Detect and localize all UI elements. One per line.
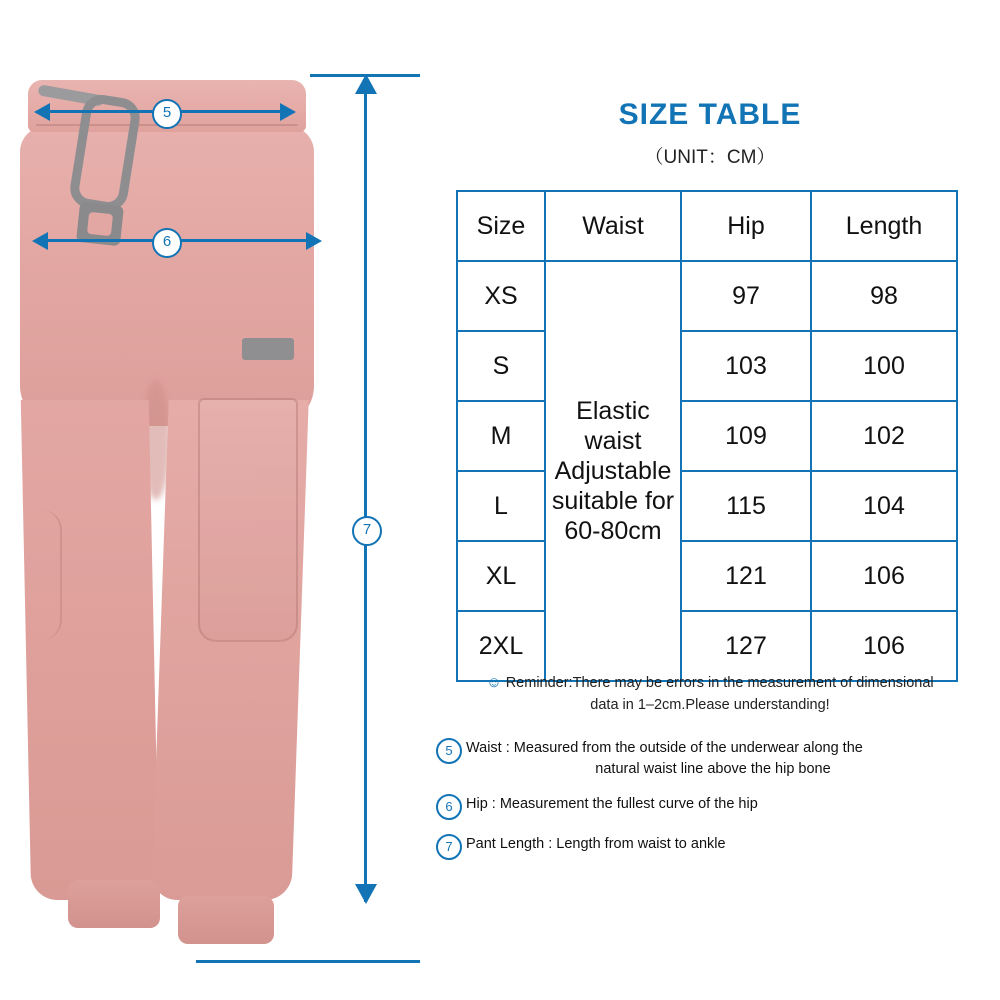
col-header-length: Length: [811, 191, 957, 261]
cell-size: XL: [457, 541, 545, 611]
col-header-waist: Waist: [545, 191, 681, 261]
waist-note-line-1: Elastic waist: [576, 397, 650, 455]
table-row: [457, 261, 957, 331]
length-top-cap: [310, 74, 420, 77]
cell-hip: 103: [681, 331, 811, 401]
reminder-line-1: Reminder:There may be errors in the measurement of dimensional: [505, 675, 934, 691]
legend-waist-line-2: natural waist line above the hip bone: [595, 761, 831, 777]
waist-callout-badge: 5: [152, 99, 182, 129]
measurement-reminder: [420, 672, 1000, 716]
brand-label-tag: [242, 338, 294, 360]
cell-size: M: [457, 401, 545, 471]
legend-item-hip: [428, 794, 1000, 820]
table-header-row: [457, 191, 957, 261]
cell-length: 98: [811, 261, 957, 331]
cell-hip: 127: [681, 611, 811, 681]
cell-length: 100: [811, 331, 957, 401]
reminder-line-2: data in 1–2cm.Please understanding!: [590, 697, 830, 713]
cargo-pocket: [198, 398, 298, 642]
pants-left-cuff: [68, 880, 160, 928]
product-photo-panel: [0, 0, 420, 1000]
legend-hip-line-1: Hip : Measurement the fullest curve of the hip: [466, 796, 758, 812]
cell-size: XS: [457, 261, 545, 331]
cell-length: 106: [811, 611, 957, 681]
table-row: [457, 471, 957, 541]
table-row: [457, 541, 957, 611]
pants-left-leg: [21, 400, 159, 900]
page-title: SIZE TABLE: [618, 98, 802, 131]
col-header-hip: Hip: [681, 191, 811, 261]
length-bottom-cap: [196, 960, 420, 963]
pants-right-cuff: [178, 896, 274, 944]
measurement-legend: [428, 738, 1000, 874]
legend-badge-6: 6: [436, 794, 462, 820]
side-pocket: [26, 510, 62, 640]
pants-illustration: [10, 80, 320, 960]
cell-size: S: [457, 331, 545, 401]
cell-hip: 109: [681, 401, 811, 471]
cell-length: 102: [811, 401, 957, 471]
cell-length: 106: [811, 541, 957, 611]
table-row: [457, 331, 957, 401]
size-table: [456, 190, 958, 682]
legend-badge-5: 5: [436, 738, 462, 764]
cell-length: 104: [811, 471, 957, 541]
legend-waist-line-1: Waist : Measured from the outside of the underwear along the: [466, 740, 863, 756]
unit-subtitle: （UNIT：CM）: [644, 147, 776, 168]
cell-size: 2XL: [457, 611, 545, 681]
size-table-panel: [420, 0, 1000, 1000]
smiley-icon: ☺: [486, 674, 502, 691]
cell-waist-note: [545, 261, 681, 681]
waist-note-line-3: suitable for: [551, 487, 675, 515]
table-row: [457, 401, 957, 471]
legend-badge-7: 7: [436, 834, 462, 860]
length-callout-badge: 7: [352, 516, 382, 546]
hip-callout-badge: 6: [152, 228, 182, 258]
col-header-size: Size: [457, 191, 545, 261]
cell-hip: 115: [681, 471, 811, 541]
legend-length-line-1: Pant Length : Length from waist to ankle: [466, 836, 726, 852]
legend-item-length: [428, 834, 1000, 860]
table-row: [457, 611, 957, 681]
cell-hip: 97: [681, 261, 811, 331]
waist-note-line-4: 60-80cm: [564, 517, 662, 545]
waist-note-line-2: Adjustable: [554, 457, 672, 485]
legend-item-waist: [428, 738, 1000, 780]
cell-size: L: [457, 471, 545, 541]
cell-hip: 121: [681, 541, 811, 611]
